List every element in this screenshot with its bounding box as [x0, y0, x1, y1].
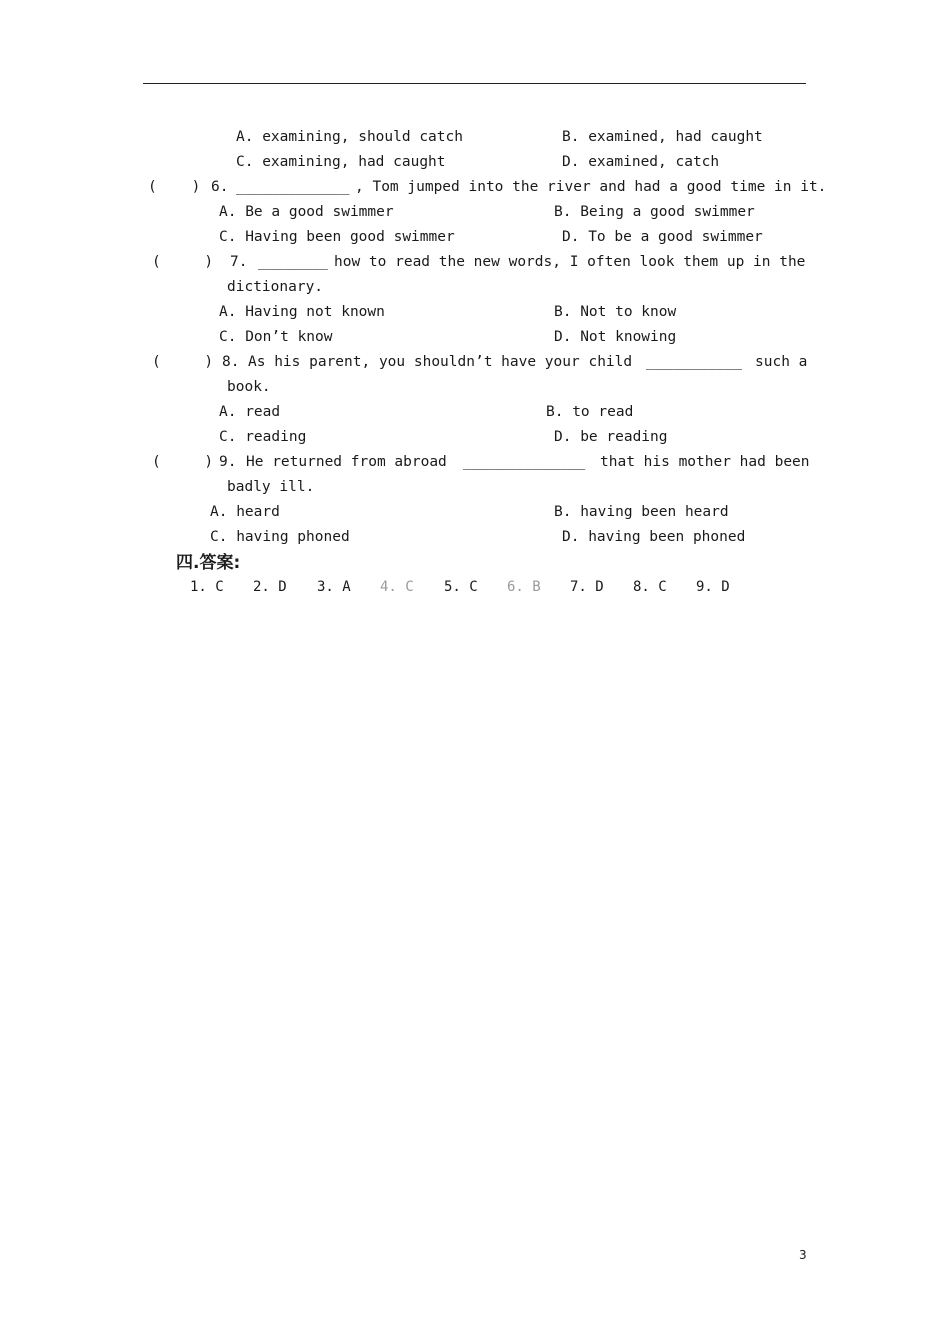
q8-option-a: A. read — [219, 404, 281, 420]
q7-bracket: ( ) — [152, 254, 214, 270]
q5-option-b: B. examined, had caught — [562, 129, 763, 145]
q5-option-d: D. examined, catch — [562, 154, 720, 170]
q8-blank: ___________ — [646, 354, 743, 370]
answer-item: 2. D — [253, 579, 287, 595]
page-number: 3 — [799, 1248, 807, 1262]
q8-text-end: such a — [755, 354, 808, 370]
q9-option-d: D. having been phoned — [562, 529, 746, 545]
q6-blank: _____________ — [236, 179, 350, 195]
q7-text: how to read the new words, I often look them up in the — [334, 254, 806, 270]
header-rule — [143, 83, 806, 84]
answer-item: 4. C — [380, 579, 414, 595]
q9-blank: ______________ — [463, 454, 586, 470]
q8-option-c: C. reading — [219, 429, 307, 445]
q7-blank: ________ — [258, 254, 328, 270]
q8-option-b: B. to read — [546, 404, 634, 420]
q7-option-c: C. Don’t know — [219, 329, 333, 345]
answer-item: 5. C — [444, 579, 478, 595]
q6-option-c: C. Having been good swimmer — [219, 229, 455, 245]
answers-heading: 四.答案: — [176, 553, 241, 573]
q5-option-c: C. examining, had caught — [236, 154, 446, 170]
q6-option-d: D. To be a good swimmer — [562, 229, 763, 245]
answer-item: 8. C — [633, 579, 667, 595]
q9-option-a: A. heard — [210, 504, 280, 520]
q9-number: 9. — [219, 454, 237, 470]
answer-item: 3. A — [317, 579, 351, 595]
answer-item: 6. B — [507, 579, 541, 595]
q6-number: 6. — [211, 179, 229, 195]
q8-bracket: ( ) — [152, 354, 214, 370]
q7-option-a: A. Having not known — [219, 304, 385, 320]
answer-item: 1. C — [190, 579, 224, 595]
q7-number: 7. — [230, 254, 248, 270]
q6-option-b: B. Being a good swimmer — [554, 204, 755, 220]
q7-text-continued: dictionary. — [227, 279, 324, 295]
q7-option-b: B. Not to know — [554, 304, 677, 320]
q9-option-c: C. having phoned — [210, 529, 350, 545]
q6-text: , Tom jumped into the river and had a good time in it. — [355, 179, 827, 195]
q9-option-b: B. having been heard — [554, 504, 729, 520]
q9-bracket: ( ) — [152, 454, 214, 470]
q9-text: He returned from abroad — [246, 454, 447, 470]
q6-option-a: A. Be a good swimmer — [219, 204, 394, 220]
q9-text-end: that his mother had been — [600, 454, 810, 470]
q8-text: As his parent, you shouldn’t have your child — [248, 354, 633, 370]
answer-item: 7. D — [570, 579, 604, 595]
q9-text-continued: badly ill. — [227, 479, 315, 495]
q5-option-a: A. examining, should catch — [236, 129, 463, 145]
q8-number: 8. — [222, 354, 240, 370]
answer-item: 9. D — [696, 579, 730, 595]
q8-text-continued: book. — [227, 379, 271, 395]
q6-bracket: ( ) — [148, 179, 201, 195]
q8-option-d: D. be reading — [554, 429, 668, 445]
q7-option-d: D. Not knowing — [554, 329, 677, 345]
